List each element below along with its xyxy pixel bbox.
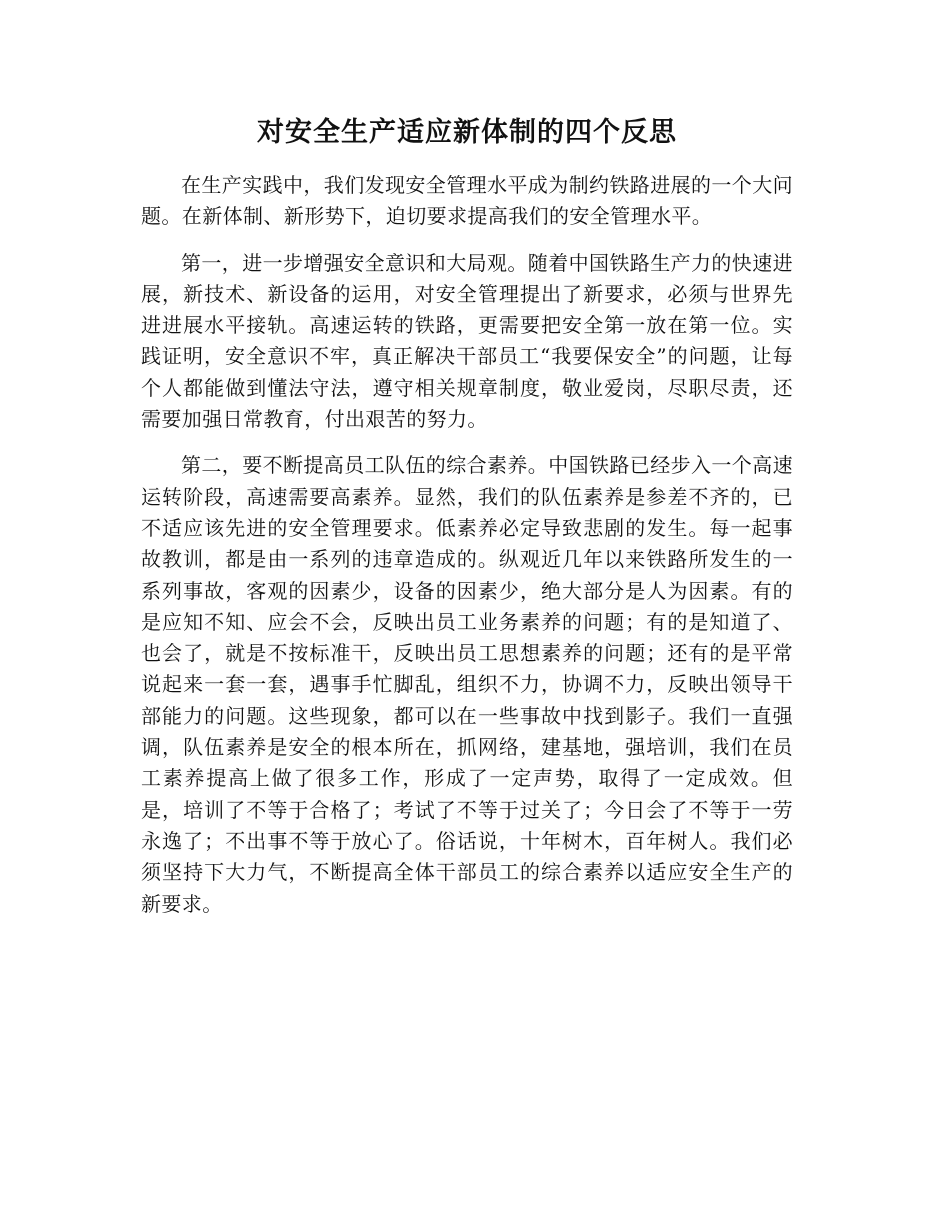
paragraph-first-point: 第一，进一步增强安全意识和大局观。随着中国铁路生产力的快速进展，新技术、新设备的运用，对安全管理提出了新要求，必须与世界先进进展水平接轨。高速运转的铁路，更需要把安全第一放在第一位。实践证明，安全意识不牢，真正解决干部员工“我要保安全”的问题，让每个人都能做到懂法守法，遵守相关规章制度，敬业爱岗，尽职尽责，还需要加强日常教育，付出艰苦的努力。 — [141, 250, 793, 432]
document-page — [141, 110, 793, 935]
paragraph-intro: 在生产实践中，我们发现安全管理水平成为制约铁路进展的一个大问题。在新体制、新形势下，迫切要求提高我们的安全管理水平。 — [141, 173, 793, 229]
paragraph-second-point: 第二，要不断提高员工队伍的综合素养。中国铁路已经步入一个高速运转阶段，高速需要高素养。显然，我们的队伍素养是参差不齐的，已不适应该先进的安全管理要求。低素养必定导致悲剧的发生。每一起事故教训，都是由一系列的违章造成的。纵观近几年以来铁路所发生的一系列事故，客观的因素少，设备的因素少，绝大部分是人为因素。有的是应知不知、应会不会，反映出员工业务素养的问题；有的是知道了、也会了，就是不按标准干，反映出员工思想素养的问题；还有的是平常说起来一套一套，遇事手忙脚乱，组织不力，协调不力，反映出领导干部能力的问题。这些现象，都可以在一些事故中找到影子。我们一直强调，队伍素养是安全的根本所在，抓网络，建基地，强培训，我们在员工素养提高上做了很多工作，形成了一定声势，取得了一定成效。但是，培训了不等于合格了；考试了不等于过关了；今日会了不等于一劳永逸了；不出事不等于放心了。俗话说，十年树木，百年树人。我们必须坚持下大力气，不断提高全体干部员工的综合素养以适应安全生产的新要求。 — [141, 453, 793, 916]
document-title: 对安全生产适应新体制的四个反思 — [257, 117, 677, 148]
